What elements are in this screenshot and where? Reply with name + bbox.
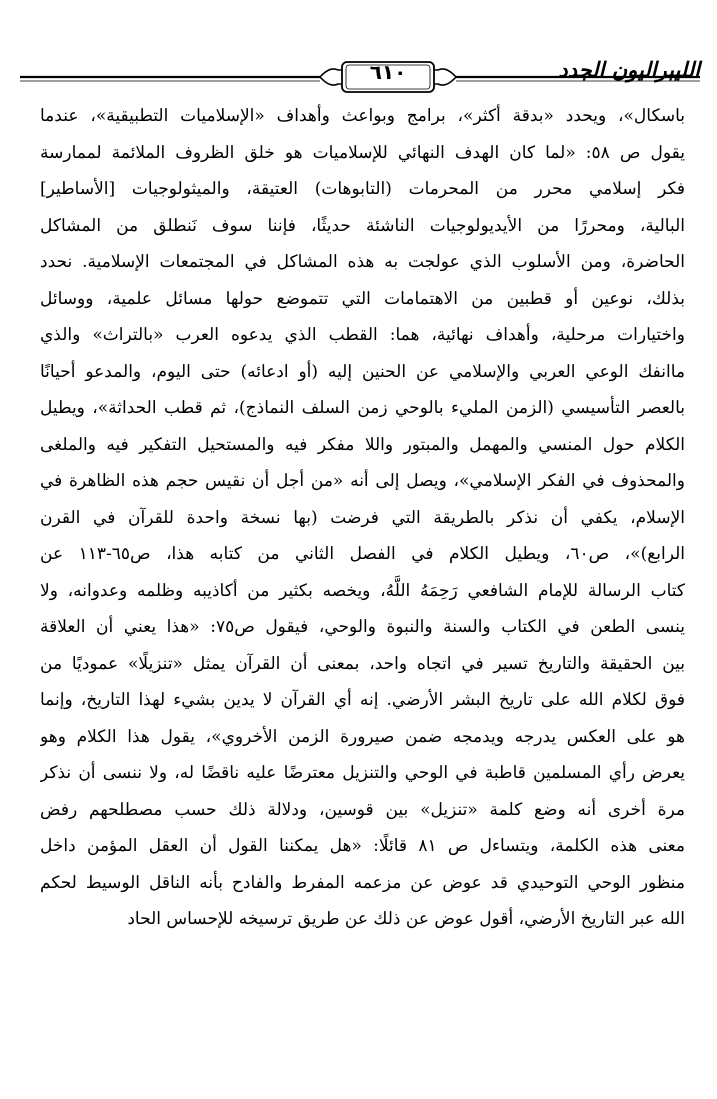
text-line: بين الحقيقة والتاريخ تسير في اتجاه واحد، بمعنى أن القرآن يمثل «تنزيلًا» عموديًا من	[40, 653, 685, 674]
text-line: فوق لكلام الله على تاريخ البشر الأرضي. إنه أي القرآن لا يدين بشيء لهذا التاريخ، وإنما	[40, 690, 685, 710]
text-line: والمحذوف في الفكر الإسلامي»، ويصل إلى أنه «من أجل أن نقيس حجم هذه الظاهرة في	[40, 471, 685, 491]
text-line: الحاضرة، ومن الأسلوب الذي عولجت به هذه المشاكل في المجتمعات الإسلامية. نحدد	[40, 252, 685, 272]
text-line: كتاب الرسالة للإمام الشافعي رَحِمَهُ اللَّهُ، ويخصه بكثير من أكاذيبه وظلمه وعدوانه، ولا	[40, 580, 685, 601]
page-header	[20, 52, 700, 96]
running-title: الليبراليون الجدد	[558, 58, 700, 82]
body-text	[40, 98, 685, 938]
page-number: ٦١٠	[369, 60, 407, 84]
text-line: ينسى الطعن في الكتاب والسنة والنبوة والوحي، فيقول ص٧٥: «هذا يعني أن العلاقة	[40, 617, 685, 637]
text-line: باسكال»، ويحدد «بدقة أكثر»، برامج وبواعث وأهداف «الإسلاميات التطبيقية»، عندما	[40, 106, 685, 126]
text-line: الرابع)»، ص٦٠، ويطيل الكلام في الفصل الثاني من كتابه هذا، ص٦٥-١١٣ عن	[40, 544, 685, 564]
text-line: الكلام حول المنسي والمهمل والمبتور واللا مفكر فيه والمستحيل التفكير فيه والملغى	[40, 434, 685, 455]
text-line: مرة أخرى أنه وضع كلمة «تنزيل» بين قوسين، ودلالة ذلك حسب مصطلحهم رفض	[40, 799, 685, 820]
text-line: معنى هذه الكلمة، ويتساءل ص ٨١ قائلًا: «هل يمكننا القول أن العقل المؤمن داخل	[40, 836, 685, 856]
text-line: فكر إسلامي محرر من المحرمات (التابوهات) العتيقة، والميثولوجيات [الأساطير]	[40, 179, 685, 199]
text-line: يقول ص ٥٨: «لما كان الهدف النهائي للإسلاميات هو خلق الظروف الملائمة لممارسة	[40, 142, 685, 163]
text-line: منظور الوحي التوحيدي قد عوض عن مزعمه المفرط والفادح بأنه الناقل الوسيط لحكم	[40, 872, 685, 893]
text-line: الله عبر التاريخ الأرضي، أقول عوض عن ذلك عن طريق ترسيخه للإحساس الحاد	[127, 909, 685, 929]
text-line: البالية، ومحررًا من الأيديولوجيات الناشئة حديثًا، فإننا سوف نَنطلق من المشاكل	[40, 215, 685, 236]
text-line: الإسلام، يكفي أن نذكر بالطريقة التي فرضت (بها نسخة واحدة للقرآن في القرن	[40, 507, 685, 528]
text-line: بذلك، نوعين أو قطبين من الاهتمامات التي تتموضع حولها مسائل علمية، ووسائل	[40, 288, 685, 309]
text-line: هو على العكس يدرجه ويدمجه ضمن صيرورة الزمن الأخروي»، يقول هذا الكلام وهو	[40, 726, 685, 747]
text-line: يعرض رأي المسلمين قاطبة في الوحي والتنزيل معترضًا عليه ناقضًا له، ولا ننسى أن نذكر	[40, 763, 685, 783]
text-line: واختيارات مرحلية، وأهداف نهائية، هما: القطب الذي يدعوه العرب «بالتراث» والذي	[40, 325, 685, 345]
text-line: ماانفك الوعي العربي والإسلامي عن الحنين إليه (أو ادعائه) حتى اليوم، والمدعو أحيانًا	[40, 361, 685, 382]
text-line: بالعصر التأسيسي (الزمن المليء بالوحي زمن السلف النماذج)، ثم قطب الحداثة»، ويطيل	[40, 398, 685, 418]
